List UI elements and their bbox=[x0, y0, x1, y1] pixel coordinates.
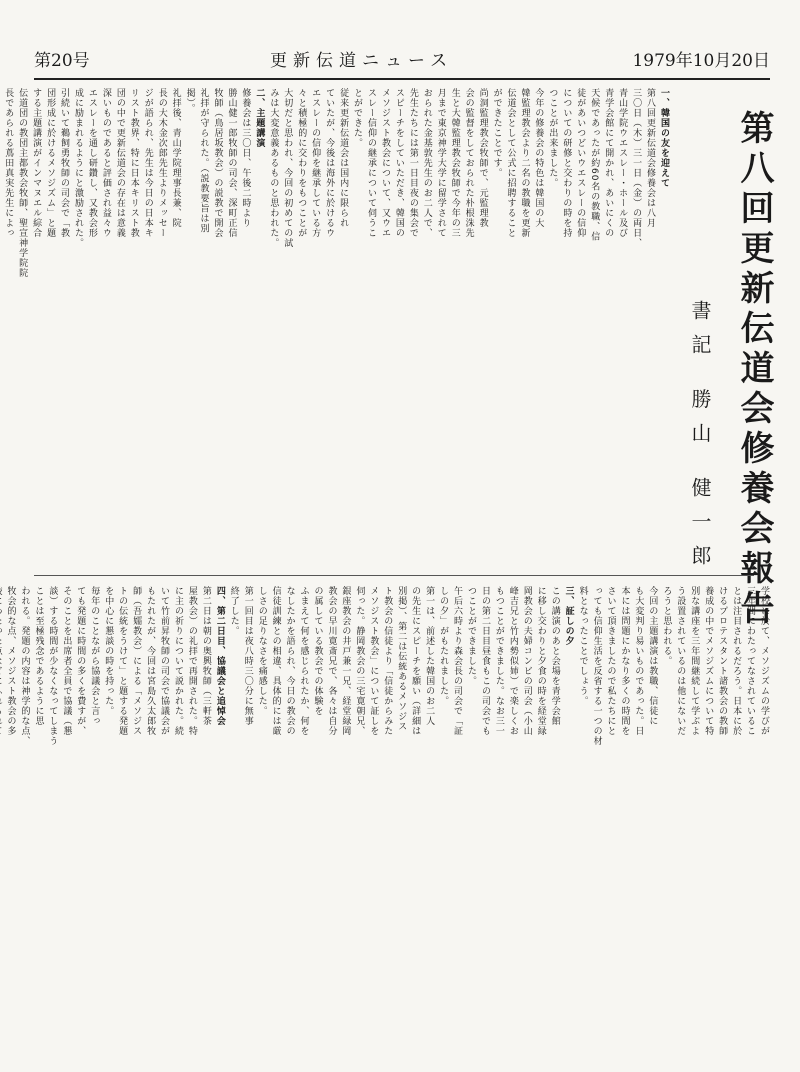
text-line: 第一回目は夜八時三〇分に無事 bbox=[242, 586, 253, 726]
text-line: 銀座教会の井戸兼一兄、経堂緑岡 bbox=[340, 586, 351, 736]
text-line: とは注目されるだろう。日本に於 bbox=[731, 586, 742, 736]
text-line: 師（吾嬬教会）による「メソジス bbox=[131, 586, 142, 736]
text-line: 青学会館にて開かれ、あいにくの bbox=[603, 88, 614, 238]
text-line: 第二日は朝の奥興牧師（三軒茶 bbox=[200, 586, 211, 726]
text-line: 別掲）、第二は伝統あるメソジス bbox=[396, 586, 407, 732]
text-line: 従来更新伝道会は国内に限られ bbox=[338, 88, 349, 228]
text-line: 第八回更新伝道会修養会は八月 bbox=[645, 88, 656, 228]
text-line: しの夕」がもたれました。 bbox=[438, 586, 449, 706]
text-line: さいて頂きましたので私たちにと bbox=[605, 586, 616, 736]
text-line: 伝道団の教団主都教会牧師、聖宣神学院院 bbox=[17, 88, 28, 278]
column-upper-right bbox=[3, 88, 670, 566]
text-line: 長であられる蔦田真実先生によっ bbox=[3, 88, 14, 238]
text-line: ことは至極残念であるように思 bbox=[33, 586, 44, 726]
text-line: も大変判り易いものであった。日 bbox=[633, 586, 644, 736]
header-rule bbox=[34, 78, 770, 80]
text-line: もたれたが、今回は宮島久太郎牧 bbox=[145, 586, 156, 736]
text-line: に移し交わりと夕食の時を経堂緑 bbox=[535, 586, 546, 736]
text-line: に主の祈りについて説かれた。続 bbox=[172, 586, 183, 736]
section-heading: 二、主題講演 bbox=[254, 88, 265, 148]
text-line: 伺った。静岡教会の三宅寛朝兄、 bbox=[354, 586, 365, 736]
text-line: 会の監督をしておられた朴根洙先 bbox=[463, 88, 474, 238]
text-line: ジが語られ、先生は今日の日本キ bbox=[142, 88, 153, 238]
text-line: ろうと思われる。 bbox=[661, 586, 672, 666]
text-line bbox=[0, 586, 3, 1048]
text-line: しさの足りなさを痛感した。 bbox=[256, 586, 267, 716]
text-line: メソジスト教会」について証しを bbox=[368, 586, 379, 736]
page-header bbox=[34, 46, 770, 74]
text-line: 韓監理教会より二名の教職を更新 bbox=[519, 88, 530, 238]
text-line: 毎年のことながら協議会と言っ bbox=[89, 586, 100, 726]
text-line: ふまえて何を感じられたか、何を bbox=[298, 586, 309, 736]
text-line: いて竹前昇牧師の司会で協議会が bbox=[159, 586, 170, 736]
text-line: もつことができました。なお三一 bbox=[493, 586, 504, 736]
text-line: 月まで東京神学大学に留学されて bbox=[435, 88, 446, 238]
text-line: なしたかを語られ、今日の教会の bbox=[284, 586, 295, 736]
text-line: スレー信仰の継承について伺うこ bbox=[365, 88, 376, 238]
text-line: 礼拝が守られた。（説教要旨は別 bbox=[198, 88, 209, 234]
text-line: 三〇日（木）三一日（金）の両日、 bbox=[631, 88, 642, 248]
text-line: 別な講座を三年間継続して学ぶよ bbox=[689, 586, 700, 736]
text-line: 午后六時より森会長の司会で「証 bbox=[452, 586, 463, 736]
text-line: 第一は、前述した韓国のお二人 bbox=[424, 586, 435, 726]
text-line: 礼拝後、青山学院理事長兼、院 bbox=[170, 88, 181, 228]
text-line: 青山学院ウエスレー・ホール及び bbox=[617, 88, 628, 238]
text-line: う設置されているのは他にないだ bbox=[675, 586, 686, 736]
text-line: 今回の主題講演は教職、信徒に bbox=[647, 586, 658, 726]
article-author: 書記 勝山 健一郎 bbox=[688, 300, 712, 579]
text-line: リスト教界、特に日本キリスト教 bbox=[128, 88, 139, 238]
newsletter-title: 更新伝道ニュース bbox=[270, 51, 454, 71]
text-line: 掲）。 bbox=[184, 88, 195, 114]
text-line: エスレーを通し研鑽し、又教会形 bbox=[86, 88, 97, 238]
text-line: 学校に於て、メソジズムの学びが bbox=[759, 586, 769, 736]
text-line: 屋教会）の礼拝で再開された。特 bbox=[186, 586, 197, 736]
text-line: ても発題に時間の多くを費すが、 bbox=[75, 586, 86, 736]
section-heading: 一、韓国の友を迎えて bbox=[659, 88, 669, 188]
text-line: 団形成に於けるメソジズム」と題 bbox=[45, 88, 56, 238]
article-title: 第八回更新伝道会修養会報告 bbox=[734, 110, 774, 630]
text-line: 深いものであると評価され益々ウ bbox=[100, 88, 111, 238]
text-line: そのことを出席者全員で協議（懇 bbox=[61, 586, 72, 736]
text-line: 談）する時間が少なくなってしまう bbox=[47, 586, 58, 746]
text-line: 尚洞監理教会牧師で、元監理教 bbox=[477, 88, 488, 228]
text-line: 徒があいつどいウエスレーの信仰 bbox=[575, 88, 586, 238]
text-line: みは大変意義あるものと思われた。 bbox=[268, 88, 279, 248]
text-line: 本には問題にかなり多くの時間を bbox=[619, 586, 630, 736]
text-line: エスレーの信仰を継承している方 bbox=[310, 88, 321, 238]
text-line: 牧師（鳥居坂教会）の説教で開会 bbox=[212, 88, 223, 238]
text-line: われる。発題の内容は神学的な点、 bbox=[19, 586, 30, 746]
text-line: メソジスト教会について、又ウエ bbox=[379, 88, 390, 238]
text-line: 今年の修養会の特色は韓国の大 bbox=[533, 88, 544, 228]
section-divider bbox=[34, 575, 754, 576]
text-line: 々と積極的に交わりをもつことが bbox=[296, 88, 307, 238]
text-line: 修養会は三〇日、午後二時より bbox=[240, 88, 251, 228]
text-line: 岡教会の夫婦コンビの司会（小山 bbox=[521, 586, 532, 736]
text-line: ていたが、今後は海外に於けるウ bbox=[324, 88, 335, 238]
text-line: っても信仰生活を反省する一つの材 bbox=[591, 586, 602, 746]
column-lower-right bbox=[5, 586, 770, 1048]
text-line: する主題講演がインマヌエル綜合 bbox=[31, 88, 42, 238]
text-line: 牧会的な点、メソジスト教会の多 bbox=[5, 586, 16, 736]
text-line: おられた金基敦先生のお二人で、 bbox=[421, 88, 432, 238]
section-heading: 四、第二日目、協議会と追悼会 bbox=[214, 586, 225, 726]
text-line: 先生たちには第一日目夜の集会で bbox=[407, 88, 418, 238]
text-line: つことが出来ました。 bbox=[547, 88, 558, 188]
text-line: ができたことです。 bbox=[491, 88, 502, 178]
text-line: つことができました。 bbox=[465, 586, 476, 686]
issue-number: 第20号 bbox=[34, 51, 90, 71]
text-line: ト教会の信徒より「信徒からみた bbox=[382, 586, 393, 736]
text-line: スピーチをしていただき、韓国の bbox=[393, 88, 404, 238]
text-line: けるプロテスタント諸教会の教師 bbox=[717, 586, 728, 736]
text-line: トの伝統をうけて」と題する発題 bbox=[117, 586, 128, 736]
text-line: の属している教会での体験を bbox=[312, 586, 323, 716]
text-line: を中心に懇談の時を持った。 bbox=[103, 586, 114, 716]
text-line: 成に励まれるようにと激励された。 bbox=[72, 88, 83, 248]
text-line: の先生にスピーチを願い（詳細は bbox=[410, 586, 421, 736]
text-line: 団の中で更新伝道会の存在は意義 bbox=[114, 88, 125, 238]
text-line: 教会の早川寛斎兄で、各々は自分 bbox=[326, 586, 337, 736]
text-line: 大切だと思われ、今回の初めての試 bbox=[282, 88, 293, 248]
text-line: 料となったことでしょう。 bbox=[577, 586, 588, 706]
text-line: 三年間にわたってなされているこ bbox=[745, 586, 756, 736]
text-line: 峰吉兄と竹内勢似姉）で楽しくお bbox=[507, 586, 518, 736]
text-line: 天候であったが約60名の教職、信 bbox=[589, 88, 600, 242]
text-line: についての研修と交わりの時を持 bbox=[561, 88, 572, 238]
section-heading: 三、証しの夕 bbox=[563, 586, 574, 646]
text-line: 日の第二日目昼食もこの司会でも bbox=[479, 586, 490, 736]
text-line: とができた。 bbox=[352, 88, 363, 148]
text-line: 長の大木金次郎先生よりメッセー bbox=[156, 88, 167, 238]
text-line: 勝山健一郎牧師の司会、深町正信 bbox=[226, 88, 237, 238]
text-line: 終了した。 bbox=[228, 586, 239, 636]
text-line: 伝道会として公式に招聘すること bbox=[505, 88, 516, 238]
text-line: 信徒訓練との相違、具体的には厳 bbox=[270, 586, 281, 736]
text-line: 生と大韓監理教会牧師で今年の三 bbox=[449, 88, 460, 238]
text-line: 養成の中でメソジズムについて特 bbox=[703, 586, 714, 736]
issue-date: 1979年10月20日 bbox=[632, 51, 770, 71]
text-line: この講演のあと会場を青学会館 bbox=[549, 586, 560, 726]
text-line: 引続いて鵜飼勇牧師の司会で「教 bbox=[59, 88, 70, 238]
